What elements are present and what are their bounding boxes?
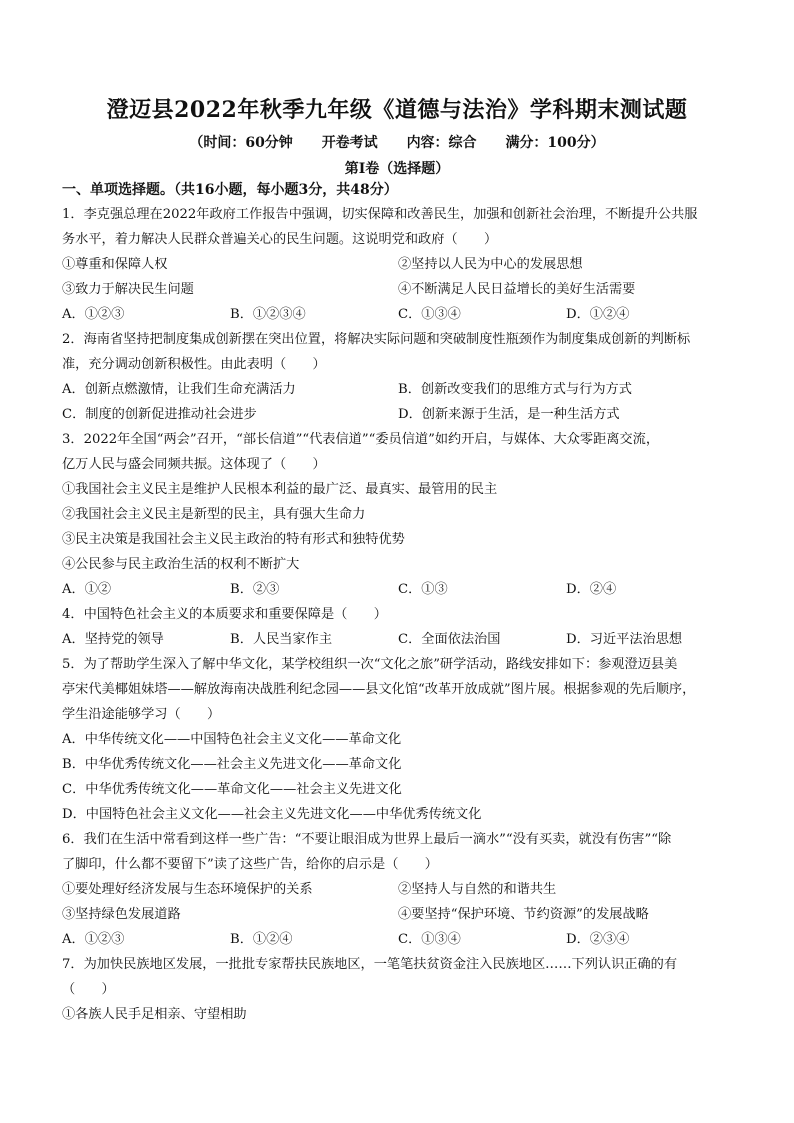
q1-stem-line: 1．李克强总理在2022年政府工作报告中强调，切实保障和改善民生，加强和创新社会治理，不断提升公共服 [62,207,698,222]
q2-option-b: B．创新改变我们的思维方式与行为方式 [398,382,632,397]
section-heading: 一、单项选择题。（共16小题，每小题3分，共48分） [62,182,398,198]
exam-content: 内容：综合 [406,135,477,151]
q3-item: ④公民参与民主政治生活的权利不断扩大 [62,557,300,572]
q6-item: ③坚持绿色发展道路 [62,907,181,922]
q3-item: ①我国社会主义民主是维护人民根本利益的最广泛、最真实、最管用的民主 [62,482,498,497]
q1-item: ①尊重和保障人权 [62,257,168,272]
q1-option-b: B．①②③④ [230,307,306,322]
q4-option-c: C．全面依法治国 [398,632,501,647]
q4-option-a: A．坚持党的领导 [62,632,164,647]
q4-option-d: D．习近平法治思想 [566,632,683,647]
exam-time: （时间：60分钟 [189,135,293,151]
q2-option-c: C．制度的创新促进推动社会进步 [62,407,257,422]
part-heading: 第Ⅰ卷（选择题） [344,161,450,177]
q3-stem-line: 亿万人民与盛会同频共振。这体现了（ ） [62,457,326,472]
q4-option-b: B．人民当家作主 [230,632,333,647]
q1-item: ②坚持以人民为中心的发展思想 [398,257,583,272]
exam-score: 满分：100分） [505,135,605,151]
q2-option-d: D．创新来源于生活，是一种生活方式 [398,407,620,422]
q3-option-a: A．①② [62,582,112,597]
q6-item: ④要坚持“保护环境、节约资源”的发展战略 [398,907,649,922]
q5-option-b: B．中华优秀传统文化——社会主义先进文化——革命文化 [62,757,402,772]
q7-stem-line: 7．为加快民族地区发展，一批批专家帮扶民族地区，一笔笔扶贫资金注入民族地区……下列认识正确的有 [62,957,678,972]
q6-stem-line: 了脚印，什么都不要留下”读了这些广告，给你的启示是（ ） [62,857,438,872]
q5-stem-line: 学生沿途能够学习（ ） [62,707,221,722]
q1-stem-line: 务水平，着力解决人民群众普遍关心的民生问题。这说明党和政府（ ） [62,232,498,247]
q6-option-b: B．①②④ [230,932,293,947]
q6-option-c: C．①③④ [398,932,461,947]
q3-item: ②我国社会主义民主是新型的民主，具有强大生命力 [62,507,366,522]
q3-option-c: C．①③ [398,582,448,597]
q2-stem-line: 准，充分调动创新积极性。由此表明（ ） [62,357,326,372]
q1-item: ③致力于解决民生问题 [62,282,194,297]
q2-stem-line: 2．海南省坚持把制度集成创新摆在突出位置，将解决实际问题和突破制度性瓶颈作为制度集成创新的判断标 [62,332,691,347]
q3-option-b: B．②③ [230,582,280,597]
q3-stem-line: 3．2022年全国“两会”召开，“部长信道”“代表信道”“委员信道”如约开启，与媒体、大众零距离交流， [62,432,660,447]
q1-option-a: A．①②③ [62,307,125,322]
q1-item: ④不断满足人民日益增长的美好生活需要 [398,282,636,297]
q1-option-d: D．①②④ [566,307,630,322]
q5-stem-line: 亭宋代美椰姐妹塔——解放海南决战胜利纪念园——县文化馆“改革开放成就”图片展。根据参观的先后顺序， [62,682,696,697]
q3-item: ③民主决策是我国社会主义民主政治的特有形式和独特优势 [62,532,405,547]
q6-item: ①要处理好经济发展与生态环境保护的关系 [62,882,313,897]
q2-option-a: A．创新点燃激情，让我们生命充满活力 [62,382,296,397]
exam-meta [0,132,794,152]
q7-item: ①各族人民手足相亲、守望相助 [62,1007,247,1022]
exam-title: 澄迈县2022年秋季九年级《道德与法治》学科期末测试题 [106,97,688,123]
q4-stem-line: 4．中国特色社会主义的本质要求和重要保障是（ ） [62,607,387,622]
q3-option-d: D．②④ [566,582,617,597]
q6-option-d: D．②③④ [566,932,630,947]
q5-stem-line: 5．为了帮助学生深入了解中华文化，某学校组织一次“文化之旅”研学活动，路线安排如下：参观澄迈县美 [62,657,678,672]
q7-stem-line: （ ） [62,982,115,997]
q5-option-d: D．中国特色社会主义文化——社会主义先进文化——中华优秀传统文化 [62,807,482,822]
q6-stem-line: 6．我们在生活中常看到这样一些广告：“不要让眼泪成为世界上最后一滴水”“没有买卖，就没有伤害”“除 [62,832,672,847]
q6-option-a: A．①②③ [62,932,125,947]
q5-option-c: C．中华优秀传统文化——革命文化——社会主义先进文化 [62,782,402,797]
q5-option-a: A．中华传统文化——中国特色社会主义文化——革命文化 [62,732,402,747]
q1-option-c: C．①③④ [398,307,461,322]
q6-item: ②坚持人与自然的和谐共生 [398,882,557,897]
exam-type: 开卷考试 [321,135,378,151]
